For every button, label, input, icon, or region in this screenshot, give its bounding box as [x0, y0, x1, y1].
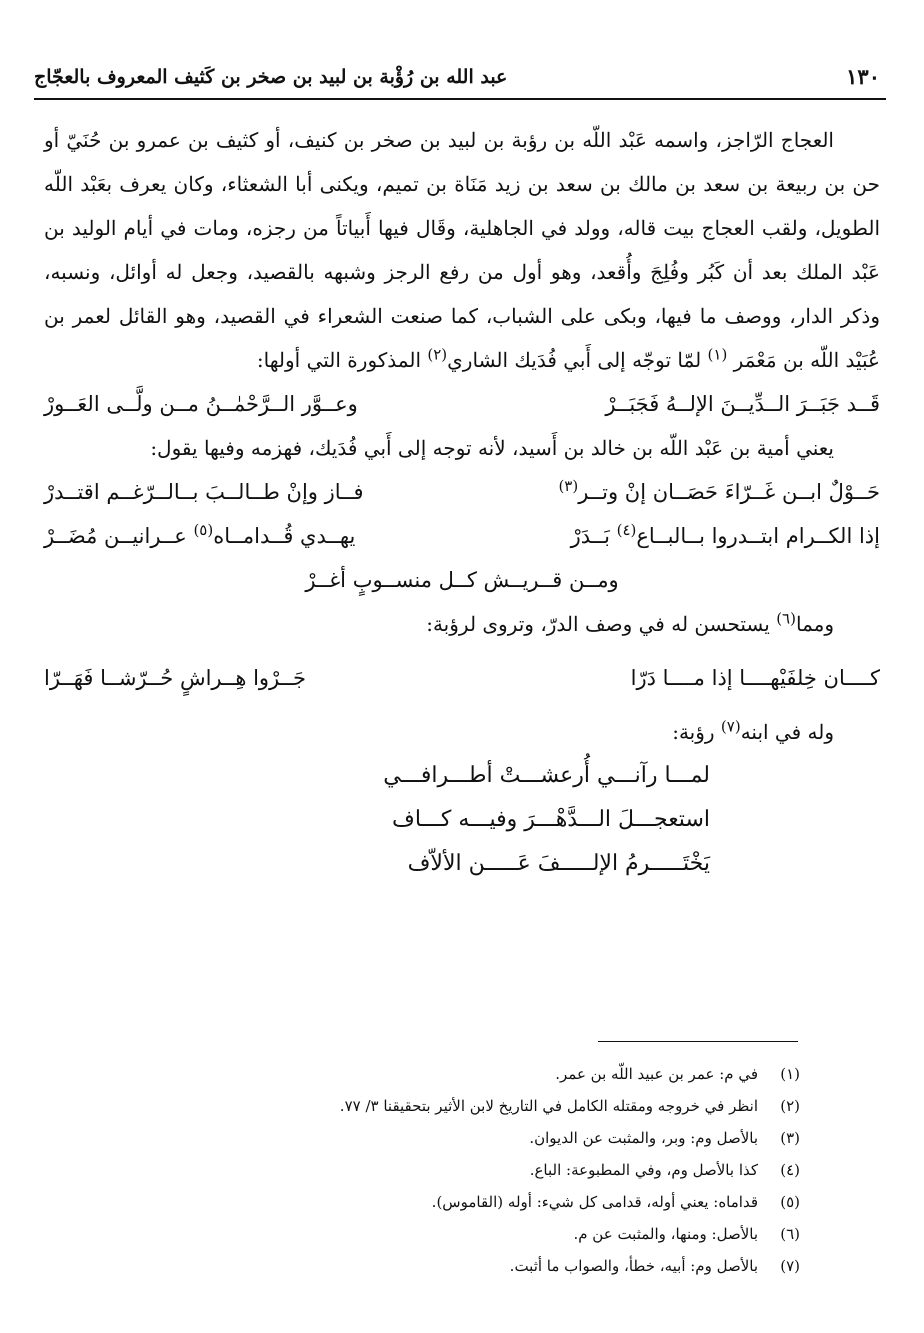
- hemistich-right: حَــوْلٌ ابــن غَــرّاءَ حَصَــان إنْ وتــر$^{(٣)}$: [558, 477, 880, 504]
- page-number: ١٣٠: [846, 64, 880, 89]
- footnote: (٢) انظر في خروجه ومقتله الكامل في التاريخ لابن الأثير بتحقيقنا ٣/ ٧٧.: [339, 1097, 800, 1115]
- verse-rajaz-2: استعجـــلَ الـــدَّهْـــرَ وفيـــه كـــاف: [392, 807, 710, 832]
- paragraph-2: يعني أمية بن عَبْد اللّه بن خالد بن أَسيد، لأنه توجه إلى أَبي فُدَيك، فهزمه وفيها يقول:: [150, 436, 834, 460]
- footnote: (٥) قداماه: يعني أوله، قدامى كل شيء: أوله (القاموس).: [431, 1193, 800, 1211]
- hemistich-right: إذا الكــرام ابتــدروا بــالبــاع$^{(٤)}$ بَــدَرْ: [570, 521, 880, 548]
- hemistich-right: كــــان خِلفَيْهــــا إذا مــــا دَرّا: [630, 666, 880, 690]
- footnote-ref[interactable]: (١): [707, 345, 728, 364]
- footnotes: [60, 1058, 800, 1282]
- footnote-ref[interactable]: (٤): [616, 521, 637, 539]
- running-header: [34, 58, 886, 98]
- hemistich-left: جَــرْوا هِــراشٍ حُــرّشــا فَهَــرّا: [44, 666, 306, 690]
- verse-rajaz-1: لمـــا رآنـــي أُرعشـــتْ أطـــرافـــي: [383, 763, 710, 788]
- footnote-rule: [598, 1041, 798, 1042]
- verse-line-3: [44, 514, 880, 558]
- verse-line-4: [44, 558, 880, 602]
- hemistich-left: وعــوَّر الــرَّحْمٰــنُ مــن ولَّــى العَــورْ: [44, 392, 358, 416]
- main-text: [44, 118, 880, 886]
- footnote: (٦) بالأصل: ومنها، والمثبت عن م.: [573, 1225, 800, 1243]
- header-rule: [34, 98, 886, 100]
- paragraph-4: وله في ابنه$^{(٧)}$ رؤبة:: [672, 717, 834, 744]
- footnote-ref[interactable]: (٥): [193, 521, 214, 539]
- footnote-ref[interactable]: (٧): [720, 717, 741, 736]
- footnote-ref[interactable]: (٢): [427, 345, 448, 364]
- hemistich-left: يهــدي قُــدامــاه$^{(٥)}$ عــرانيــن مُضَــرْ: [44, 521, 356, 548]
- hemistich-left: فــاز وإنْ طــالــبَ بــالــرّغــم اقتــدرْ: [44, 480, 364, 504]
- footnote: (٧) بالأصل وم: أبيه، خطأ، والصواب ما أثبت.: [509, 1257, 800, 1275]
- footnote: (١) في م: عمر بن عبيد اللّه بن عمر.: [555, 1065, 800, 1083]
- hemistich-single: ومــن قــريــش كــل منســوبٍ أغــرْ: [305, 568, 619, 592]
- header-title: عبد الله بن رُؤْبة بن لبيد بن صخر بن كَثيف المعروف بالعجّاج: [34, 66, 508, 88]
- verse-line-2: [44, 470, 880, 514]
- footnote-ref[interactable]: (٣): [558, 477, 579, 495]
- footnote: (٣) بالأصل وم: وبر، والمثبت عن الديوان.: [529, 1129, 800, 1147]
- paragraph-3: ومما$^{(٦)}$ يستحسن له في وصف الدرّ، وتروى لرؤبة:: [426, 609, 834, 636]
- verse-rajaz-3: يَخْتَـــــرمُ الإلـــــفَ عَـــــن الألاّف: [407, 851, 710, 876]
- hemistich-right: قَــد جَبَــرَ الــدِّيــنَ الإلــهُ فَجَبَــرْ: [605, 392, 880, 416]
- paragraph-1: العجاج الرّاجز، واسمه عَبْد اللّه بن رؤبة بن لبيد بن صخر بن كنيف، أو كثيف بن عمرو بن حُنَيّ أو حن بن ربيعة بن سعد بن مالك بن سعد بن زيد مَنَاة بن تميم، ويكنى أبا الشعثاء، وكان يعرف بعَبْد اللّه الطويل، ولقب العجاج بيت قاله، وولد في الجاهلية، وقَال فيها أَبياتاً من رجزه، ومات في أيام الوليد بن عَبْد الملك بعد أن كَبُر وفُلِجَ وأُقعد، وهو أول من رفع الرجز وشبهه بالقصيد، وجعل له أوائل، ونسبه، وذكر الدار، ووصف ما فيها، وبكى على الشباب، كما صنعت الشعراء في القصيد، وهو القائل لعمر بن عُبَيْد اللّه بن مَعْمَر $^{(١)}$ لمّا توجّه إلى أَبي فُدَيك الشاري$^{(٢)}$ المذكورة التي أولها:: [44, 128, 880, 372]
- footnote-ref[interactable]: (٦): [776, 609, 796, 628]
- verse-line-5: [44, 656, 880, 700]
- footnote: (٤) كذا بالأصل وم، وفي المطبوعة: الباع.: [529, 1161, 800, 1179]
- verse-line-1: [44, 382, 880, 426]
